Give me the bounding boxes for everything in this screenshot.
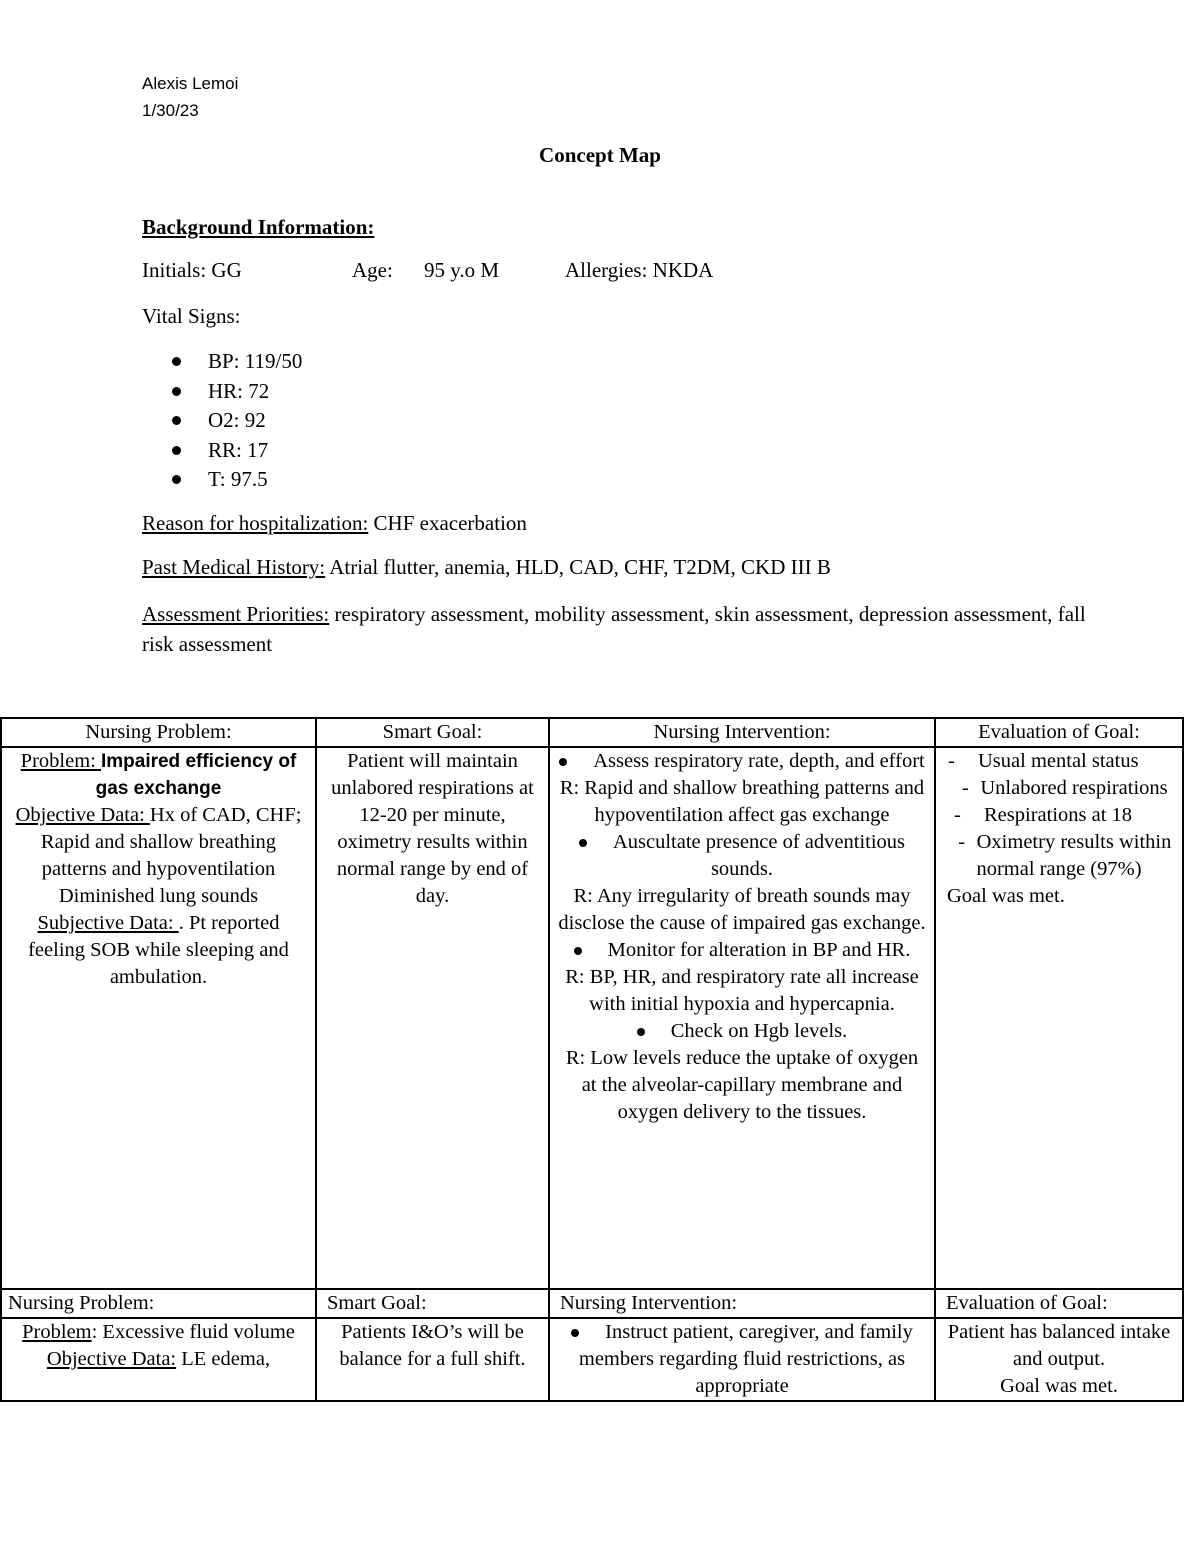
intervention-cell	[549, 747, 935, 1289]
intervention-rationale: R: Rapid and shallow breathing patterns and hypoventilation affect gas exchange	[559, 777, 925, 826]
evaluation-cell	[935, 747, 1183, 1289]
care-plan-table	[0, 717, 1184, 1402]
bullet-icon	[172, 475, 181, 484]
age-value: 95 y.o M	[424, 258, 500, 282]
demographics-line	[142, 258, 714, 283]
initials: Initials: GG	[142, 258, 242, 282]
vital-item: HR: 72	[172, 377, 302, 407]
goal-cell: Patient will maintain unlabored respirations at 12-20 per minute, oximetry results within normal range by end of day.	[316, 747, 549, 1289]
objective-label: Objective Data:	[46, 1348, 177, 1370]
header-evaluation: Evaluation of Goal:	[935, 1289, 1183, 1318]
pmh-value: Atrial flutter, anemia, HLD, CAD, CHF, T2DM, CKD III B	[325, 555, 831, 579]
objective-label: Objective Data:	[15, 804, 150, 826]
document-date: 1/30/23	[142, 101, 199, 120]
header-smart-goal: Smart Goal:	[316, 1289, 549, 1318]
table-subheader-row	[1, 1289, 1183, 1318]
header-nursing-problem: Nursing Problem:	[1, 718, 316, 747]
pmh-line	[142, 555, 831, 580]
vital-signs-label: Vital Signs:	[142, 304, 241, 328]
bullet-icon	[172, 446, 181, 455]
problem-label: Problem:	[20, 750, 101, 772]
evaluation-item: - Usual mental status	[948, 750, 1139, 772]
age-label: Age:	[352, 258, 393, 282]
objective-value: LE edema,	[176, 1348, 271, 1370]
header-nursing-intervention: Nursing Intervention:	[549, 718, 935, 747]
header-evaluation: Evaluation of Goal:	[935, 718, 1183, 747]
bullet-icon	[571, 1329, 579, 1337]
vital-signs-list	[172, 347, 302, 495]
header-nursing-problem: Nursing Problem:	[1, 1289, 316, 1318]
author-name: Alexis Lemoi	[142, 74, 239, 93]
evaluation-item: Patient has balanced intake and output.	[947, 1321, 1171, 1370]
problem-value: Impaired efficiency of gas exchange	[95, 751, 297, 799]
table-row	[1, 747, 1183, 1289]
objective-value: Hx of CAD, CHF; Rapid and shallow breathing patterns and hypoventilation Diminished lung sounds	[40, 804, 302, 907]
assessment-priorities	[142, 599, 1102, 659]
intervention-item: Assess respiratory rate, depth, and effort	[556, 748, 928, 775]
header-nursing-intervention: Nursing Intervention:	[549, 1289, 935, 1318]
vital-item: RR: 17	[172, 436, 302, 466]
table-row	[1, 1318, 1183, 1401]
vital-item: O2: 92	[172, 406, 302, 436]
background-heading: Background Information:	[142, 215, 375, 239]
intervention-rationale: R: BP, HR, and respiratory rate all increase with initial hypoxia and hypercapnia.	[565, 966, 919, 1015]
header-smart-goal: Smart Goal:	[316, 718, 549, 747]
bullet-icon	[172, 357, 181, 366]
evaluation-item: - Respirations at 18	[954, 804, 1133, 826]
evaluation-cell	[935, 1318, 1183, 1401]
intervention-item: Auscultate presence of adventitious sounds.	[556, 829, 928, 883]
bullet-icon	[559, 758, 567, 766]
allergies: Allergies: NKDA	[565, 258, 714, 282]
intervention-rationale: R: Any irregularity of breath sounds may disclose the cause of impaired gas exchange.	[558, 885, 926, 934]
intervention-item: Monitor for alteration in BP and HR.	[556, 937, 928, 964]
assess-value: respiratory assessment, mobility assessment, skin assessment, depression assessment, fall risk assessment	[142, 602, 1086, 656]
evaluation-item: - Unlabored respirations	[961, 777, 1168, 799]
problem-value: : Excessive fluid volume	[91, 1321, 295, 1343]
reason-value: CHF exacerbation	[368, 511, 527, 535]
vital-item: T: 97.5	[172, 465, 302, 495]
problem-cell	[1, 747, 316, 1289]
goal-cell: Patients I&O’s will be balance for a full shift.	[316, 1318, 549, 1401]
bullet-icon	[574, 947, 582, 955]
vital-item: BP: 119/50	[172, 347, 302, 377]
evaluation-item: - Oximetry results within normal range (97%)	[958, 831, 1172, 880]
reason-line	[142, 511, 527, 536]
intervention-item: Check on Hgb levels.	[556, 1018, 928, 1045]
evaluation-result: Goal was met.	[1000, 1375, 1118, 1397]
reason-label: Reason for hospitalization:	[142, 511, 369, 535]
bullet-icon	[172, 387, 181, 396]
intervention-rationale: R: Low levels reduce the uptake of oxygen at the alveolar-capillary membrane and oxygen delivery to the tissues.	[565, 1047, 919, 1123]
assess-label: Assessment Priorities:	[142, 602, 330, 626]
bullet-icon	[172, 416, 181, 425]
page-title: Concept Map	[539, 143, 661, 167]
subjective-label: Subjective Data:	[37, 912, 179, 934]
pmh-label: Past Medical History:	[142, 555, 326, 579]
intervention-cell	[549, 1318, 935, 1401]
problem-label: Problem	[22, 1321, 92, 1343]
bullet-icon	[579, 839, 587, 847]
table-header-row	[1, 718, 1183, 747]
evaluation-result: Goal was met.	[947, 885, 1065, 907]
intervention-item: Instruct patient, caregiver, and family members regarding fluid restrictions, as appropriate	[571, 1321, 913, 1397]
problem-cell	[1, 1318, 316, 1401]
subjective-value: . Pt reported feeling SOB while sleeping and ambulation.	[28, 912, 289, 988]
bullet-icon	[637, 1028, 645, 1036]
